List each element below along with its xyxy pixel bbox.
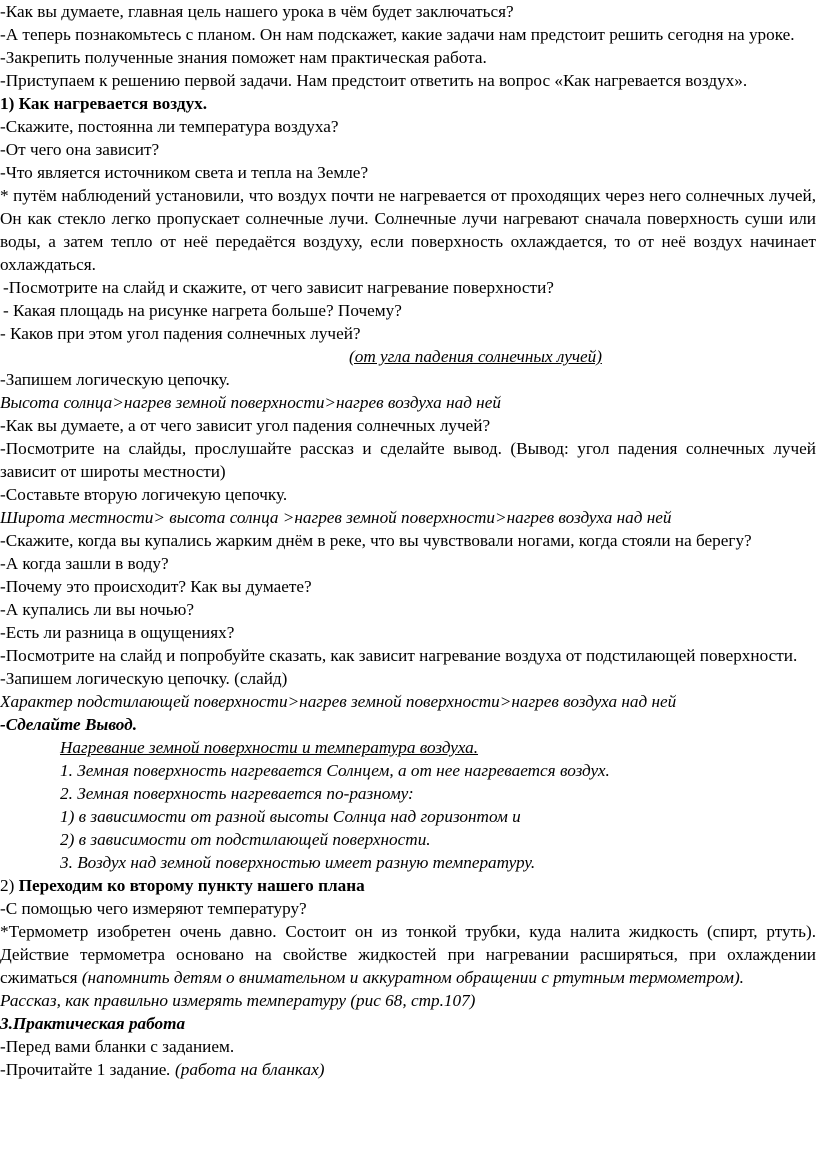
logic-chain: Высота солнца>нагрев земной поверхности>нагрев воздуха над ней: [0, 393, 501, 412]
section-heading: 3.Практическая работа: [0, 1014, 186, 1033]
conclusion-item: 1) в зависимости от разной высоты Солнца над горизонтом и: [60, 807, 521, 826]
paragraph: -Составьте вторую логичекую цепочку.: [0, 485, 288, 504]
logic-chain: Широта местности> высота солнца >нагрев земной поверхности>нагрев воздуха над ней: [0, 508, 672, 527]
paragraph: -Как вы думаете, а от чего зависит угол падения солнечных лучей?: [0, 416, 491, 435]
logic-chain: Характер подстилающей поверхности>нагрев земной поверхности>нагрев воздуха над ней: [0, 692, 677, 711]
conclusion-item: 3. Воздух над земной поверхностью имеет разную температуру.: [60, 853, 536, 872]
paragraph: -Посмотрите на слайд и скажите, от чего зависит нагревание поверхности?: [3, 278, 554, 297]
conclusion-title: Нагревание земной поверхности и температура воздуха.: [60, 738, 479, 757]
paragraph: -А когда зашли в воду?: [0, 554, 169, 573]
paragraph: -А купались ли вы ночью?: [0, 600, 194, 619]
conclusion-item: 2) в зависимости от подстилающей поверхности.: [60, 830, 431, 849]
paragraph: -Что является источником света и тепла на Земле?: [0, 163, 369, 182]
paragraph: [0, 1058, 816, 1081]
section-heading: 1) Как нагревается воздух.: [0, 94, 208, 113]
paragraph: Рассказ, как правильно измерять температуру (рис 68, стр.107): [0, 991, 476, 1010]
paragraph: -Скажите, когда вы купались жарким днём в реке, что вы чувствовали ногами, когда стояли на берегу?: [0, 531, 752, 550]
paragraph-text: -Прочитайте 1 задание: [0, 1060, 167, 1079]
paragraph: -Скажите, постоянна ли температура воздуха?: [0, 117, 339, 136]
paragraph: -Посмотрите на слайды, прослушайте рассказ и сделайте вывод. (Вывод: угол падения солнечных лучей зависит от широты местности): [0, 439, 816, 481]
paragraph: -Приступаем к решению первой задачи. Нам предстоит ответить на вопрос «Как нагревается воздух».: [0, 71, 748, 90]
paragraph: -Закрепить полученные знания поможет нам практическая работа.: [0, 48, 487, 67]
answer-line: [0, 345, 816, 368]
paragraph: -Есть ли разница в ощущениях?: [0, 623, 235, 642]
conclusion-heading: -Сделайте Вывод.: [0, 715, 137, 734]
paragraph: - Какая площадь на рисунке нагрета больше? Почему?: [3, 301, 402, 320]
paragraph: -Как вы думаете, главная цель нашего урока в чём будет заключаться?: [0, 2, 514, 21]
paragraph: [0, 920, 816, 989]
paragraph: -Запишем логическую цепочку.: [0, 370, 230, 389]
paragraph: * путём наблюдений установили, что воздух почти не нагревается от проходящих через него солнечных лучей, Он как стекло легко пропускает солнечные лучи. Солнечные лучи нагревают сначала поверхность суши или воды, а затем тепло от неё передаётся воздуху, если поверхность охлаждается, то от неё воздух начинает охлаждаться.: [0, 186, 816, 274]
answer-text: (от угла падения солнечных лучей): [349, 347, 602, 366]
section-number: 2): [0, 876, 19, 895]
paragraph: -Запишем логическую цепочку. (слайд): [0, 669, 288, 688]
paragraph: -С помощью чего измеряют температуру?: [0, 899, 307, 918]
paragraph: -А теперь познакомьтесь с планом. Он нам подскажет, какие задачи нам предстоит решить сегодня на уроке.: [0, 25, 795, 44]
conclusion-item: 2. Земная поверхность нагревается по-разному:: [60, 784, 414, 803]
paragraph: -От чего она зависит?: [0, 140, 160, 159]
conclusion-item: 1. Земная поверхность нагревается Солнцем, а от нее нагревается воздух.: [60, 761, 610, 780]
paragraph-note: . (работа на бланках): [166, 1060, 325, 1079]
paragraph: -Почему это происходит? Как вы думаете?: [0, 577, 312, 596]
section-title: Переходим ко второму пункту нашего плана: [18, 876, 365, 895]
section-heading: [0, 874, 816, 897]
paragraph: -Перед вами бланки с заданием.: [0, 1037, 235, 1056]
paragraph: - Каков при этом угол падения солнечных лучей?: [0, 324, 361, 343]
paragraph-note: (напомнить детям о внимательном и аккуратном обращении с ртутным термометром).: [81, 968, 744, 987]
paragraph-text: *Термометр изобретен очень давно. Состоит он из тонкой трубки, куда налита жидкость (спирт, ртуть). Действие термометра основано на свойстве жидкостей при нагревании расширяться, при охлаждении сжиматься: [0, 922, 816, 987]
paragraph: -Посмотрите на слайд и попробуйте сказать, как зависит нагревание воздуха от подстилающей поверхности.: [0, 646, 798, 665]
